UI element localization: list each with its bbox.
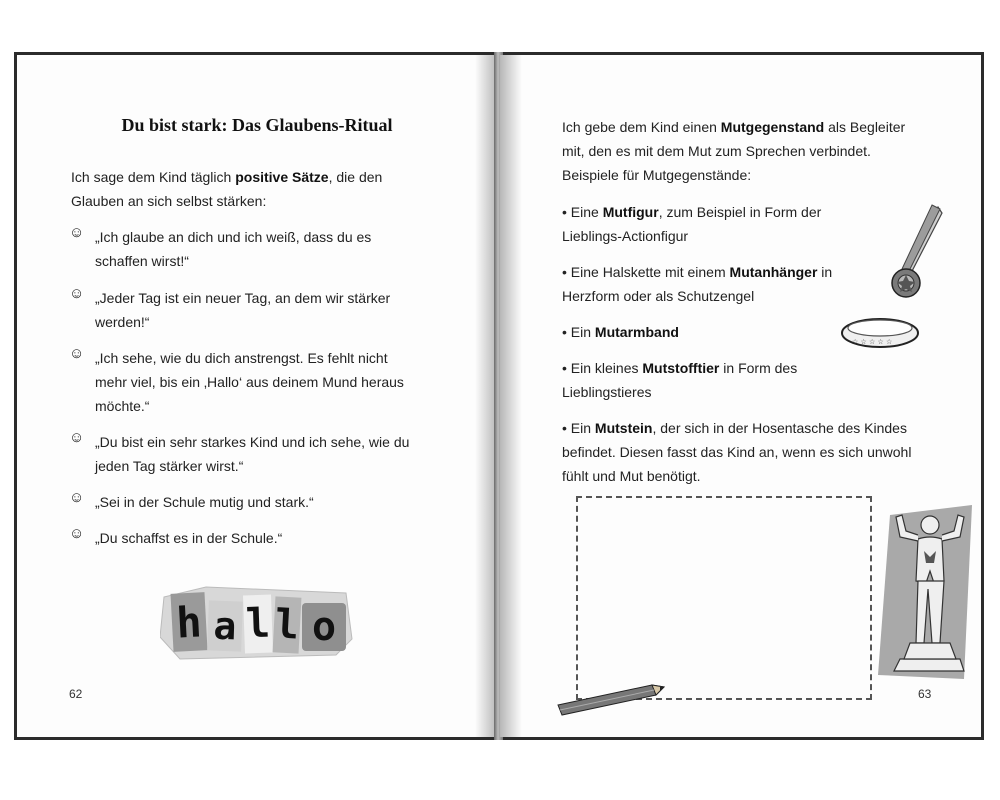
smiley-icon: ☺ [69,345,85,362]
left-page [17,55,497,737]
letter-l: l [243,595,273,654]
medal-icon [886,203,948,301]
svg-text:☆ ☆ ☆ ☆ ☆: ☆ ☆ ☆ ☆ ☆ [852,338,893,346]
letter-a: a [207,600,243,651]
letter-l: l [273,596,302,653]
smiley-icon: ☺ [69,429,85,446]
list-item-mutanhaenger: • Eine Halskette mit einem Mutanhänger in Herzform oder als Schutzengel [562,264,833,304]
smiley-icon: ☺ [69,224,85,241]
book-spread [14,52,984,740]
list-item-mutstein: • Ein Mutstein, der sich in der Hosentasche des Kindes befindet. Diesen fasst das Kind an, wenn es sich unwohl fühlt und Mut benötigt. [562,420,912,484]
quote-2: „Jeder Tag ist ein neuer Tag, an dem wir stärker werden!“ [95,290,391,330]
smiley-icon: ☺ [69,489,85,506]
quote-3: „Ich sehe, wie du dich anstrengst. Es fehlt nicht mehr viel, bis ein ‚Hallo‘ aus deinem Mund heraus möchte.“ [95,350,404,414]
hallo-cutout-illustration [160,579,356,663]
letter-o: o [302,603,346,651]
smiley-icon: ☺ [69,525,85,542]
intro-paragraph: Ich sage dem Kind täglich positive Sätze, die den Glauben an sich selbst stärken: [71,169,383,209]
page-number: 62 [69,687,83,701]
list-item-mutfigur: • Eine Mutfigur, zum Beispiel in Form der Lieblings-Actionfigur [562,204,822,244]
quote-6: „Du schaffst es in der Schule.“ [95,530,283,546]
list-item-mutarmband: • Ein Mutarmband [562,324,679,340]
right-page [500,55,981,737]
quote-1: „Ich glaube an dich und ich weiß, dass du es schaffen wirst!“ [95,229,372,269]
quote-4: „Du bist ein sehr starkes Kind und ich sehe, wie du jeden Tag stärker wirst.“ [95,434,410,474]
quote-5: „Sei in der Schule mutig und stark.“ [95,494,314,510]
letter-h: h [171,592,208,652]
smiley-icon: ☺ [69,285,85,302]
pencil-icon [552,681,682,721]
statue-figure [872,503,978,683]
page-number: 63 [918,687,932,701]
list-item-mutstofftier: • Ein kleines Mutstofftier in Form des Lieblingstieres [562,360,798,400]
page-title: Du bist stark: Das Glaubens-Ritual [121,115,393,135]
drawing-area[interactable] [576,496,872,700]
bracelet-icon [840,313,922,353]
intro-paragraph: Ich gebe dem Kind einen Mutgegenstand als Begleiter mit, den es mit dem Mut zum Sprechen verbindet. Beispiele für Mutgegenstände: [562,119,906,183]
